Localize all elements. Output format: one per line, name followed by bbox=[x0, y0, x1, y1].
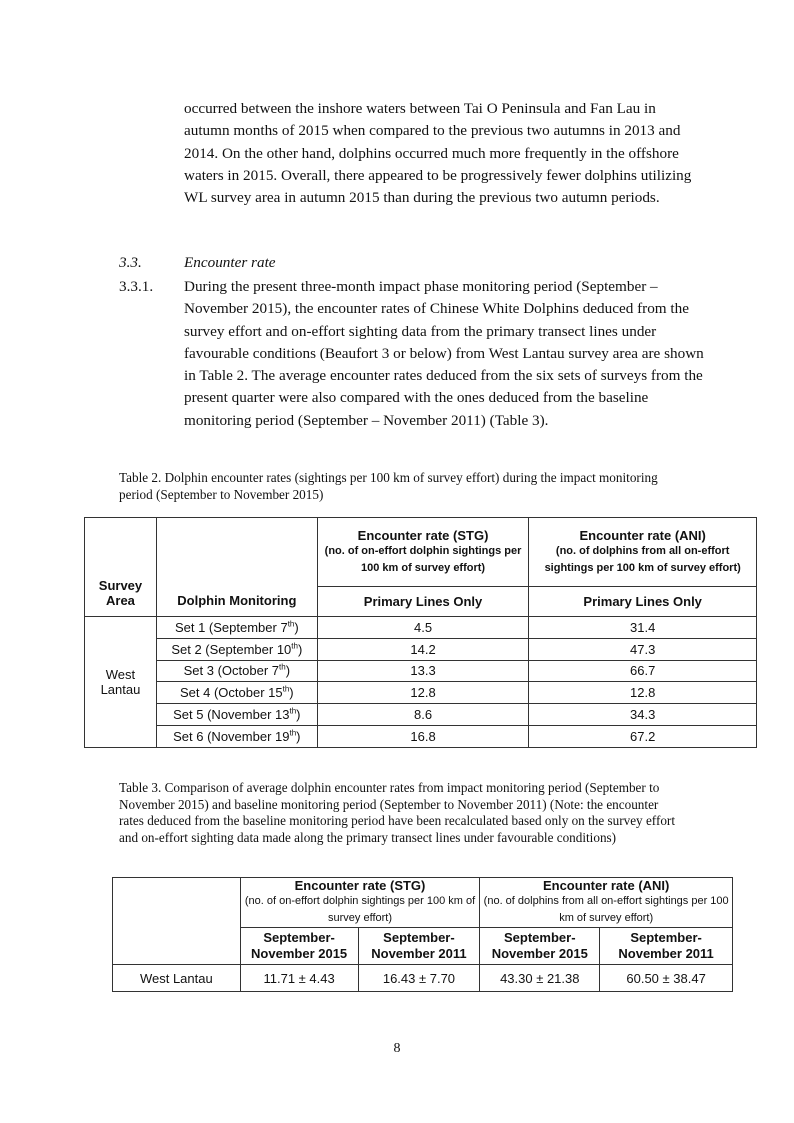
header-ani-title: Encounter rate (ANI) bbox=[542, 878, 670, 893]
section-number: 3.3. bbox=[119, 254, 142, 271]
set-label: Set 1 (September 7th) bbox=[156, 617, 317, 639]
header-dolphin-monitoring: Dolphin Monitoring bbox=[156, 518, 317, 617]
header-stg-sub: (no. of on-effort dolphin sightings per 100 km of survey effort) bbox=[244, 895, 476, 924]
header-primary-lines-stg: Primary Lines Only bbox=[317, 587, 529, 617]
stg-value: 16.8 bbox=[317, 725, 529, 747]
header-ani bbox=[480, 878, 733, 928]
stg-value: 12.8 bbox=[317, 682, 529, 704]
ani-value: 47.3 bbox=[529, 638, 757, 660]
stg-2011-value: 16.43 ± 7.70 bbox=[358, 965, 480, 992]
stg-2015-value: 11.71 ± 4.43 bbox=[240, 965, 358, 992]
ani-value: 31.4 bbox=[529, 617, 757, 639]
header-stg bbox=[317, 518, 529, 587]
header-ani bbox=[529, 518, 757, 587]
set-label: Set 6 (November 19th) bbox=[156, 725, 317, 747]
stg-value: 13.3 bbox=[317, 660, 529, 682]
header-stg-sub: (no. of on-effort dolphin sightings per 100 km of survey effort) bbox=[324, 544, 522, 574]
table3-caption: Table 3. Comparison of average dolphin encounter rates from impact monitoring period (September to November 2015) and baseline monitoring period (September to November 2011) (Note: the encounter rates deduced from the baseline monitoring period have been recalculated based only on the survey effort and on-effort sighting data made along the primary transect lines under favourable conditions) bbox=[119, 780, 675, 846]
comparison-table bbox=[112, 877, 733, 992]
set-label: Set 3 (October 7th) bbox=[156, 660, 317, 682]
ani-value: 66.7 bbox=[529, 660, 757, 682]
ani-2015-value: 43.30 ± 21.38 bbox=[480, 965, 600, 992]
table-row bbox=[85, 660, 757, 682]
header-period-2011-stg: September-November 2011 bbox=[358, 928, 480, 965]
stg-value: 8.6 bbox=[317, 704, 529, 726]
encounter-rate-table bbox=[84, 517, 757, 748]
row-label: West Lantau bbox=[113, 965, 241, 992]
set-label: Set 2 (September 10th) bbox=[156, 638, 317, 660]
table-row bbox=[85, 725, 757, 747]
page-number: 8 bbox=[393, 1041, 401, 1056]
header-period-2011-ani: September-November 2011 bbox=[600, 928, 733, 965]
table-row bbox=[85, 704, 757, 726]
header-ani-sub: (no. of dolphins from all on-effort sightings per 100 km of survey effort) bbox=[544, 544, 741, 574]
header-stg bbox=[240, 878, 480, 928]
header-period-2015-ani: September-November 2015 bbox=[480, 928, 600, 965]
ani-value: 12.8 bbox=[529, 682, 757, 704]
header-survey-area: Survey Area bbox=[85, 518, 157, 617]
set-label: Set 5 (November 13th) bbox=[156, 704, 317, 726]
set-label: Set 4 (October 15th) bbox=[156, 682, 317, 704]
stg-value: 14.2 bbox=[317, 638, 529, 660]
header-primary-lines-ani: Primary Lines Only bbox=[529, 587, 757, 617]
item-text: During the present three-month impact phase monitoring period (September – November 2015), the encounter rates of Chinese White Dolphins deduced from the survey effort and on-effort sighting data from the primary transect lines under favourable conditions (Beaufort 3 or below) from West Lantau survey area are shown in Table 2. The average encounter rates deduced from the six sets of surveys from the present quarter were also compared with the ones deduced from the baseline monitoring period (September – November 2011) (Table 3). bbox=[184, 278, 704, 429]
stg-value: 4.5 bbox=[317, 617, 529, 639]
section-title: Encounter rate bbox=[184, 254, 276, 271]
survey-area-cell: West Lantau bbox=[85, 617, 157, 748]
empty-corner-cell bbox=[113, 878, 241, 965]
ani-2011-value: 60.50 ± 38.47 bbox=[600, 965, 733, 992]
paragraph-autumn-distribution: occurred between the inshore waters between Tai O Peninsula and Fan Lau in autumn months of 2015 when compared to the previous two autumns in 2013 and 2014. On the other hand, dolphins occurred much more frequently in the offshore waters in 2015. Overall, there appeared to be progressively fewer dolphins utilizing WL survey area in autumn 2015 than during the previous two autumn periods. bbox=[184, 100, 692, 207]
header-ani-title: Encounter rate (ANI) bbox=[579, 527, 706, 543]
table-row bbox=[85, 617, 757, 639]
header-period-2015-stg: September-November 2015 bbox=[240, 928, 358, 965]
table-row bbox=[85, 682, 757, 704]
ani-value: 34.3 bbox=[529, 704, 757, 726]
table-row bbox=[85, 638, 757, 660]
header-stg-title: Encounter rate (STG) bbox=[294, 878, 426, 893]
table-row bbox=[113, 965, 733, 992]
header-ani-sub: (no. of dolphins from all on-effort sightings per 100 km of survey effort) bbox=[483, 895, 729, 924]
ani-value: 67.2 bbox=[529, 725, 757, 747]
header-stg-title: Encounter rate (STG) bbox=[357, 527, 489, 543]
item-number: 3.3.1. bbox=[119, 278, 154, 295]
table2-caption: Table 2. Dolphin encounter rates (sightings per 100 km of survey effort) during the impact monitoring period (September to November 2015) bbox=[119, 470, 658, 502]
